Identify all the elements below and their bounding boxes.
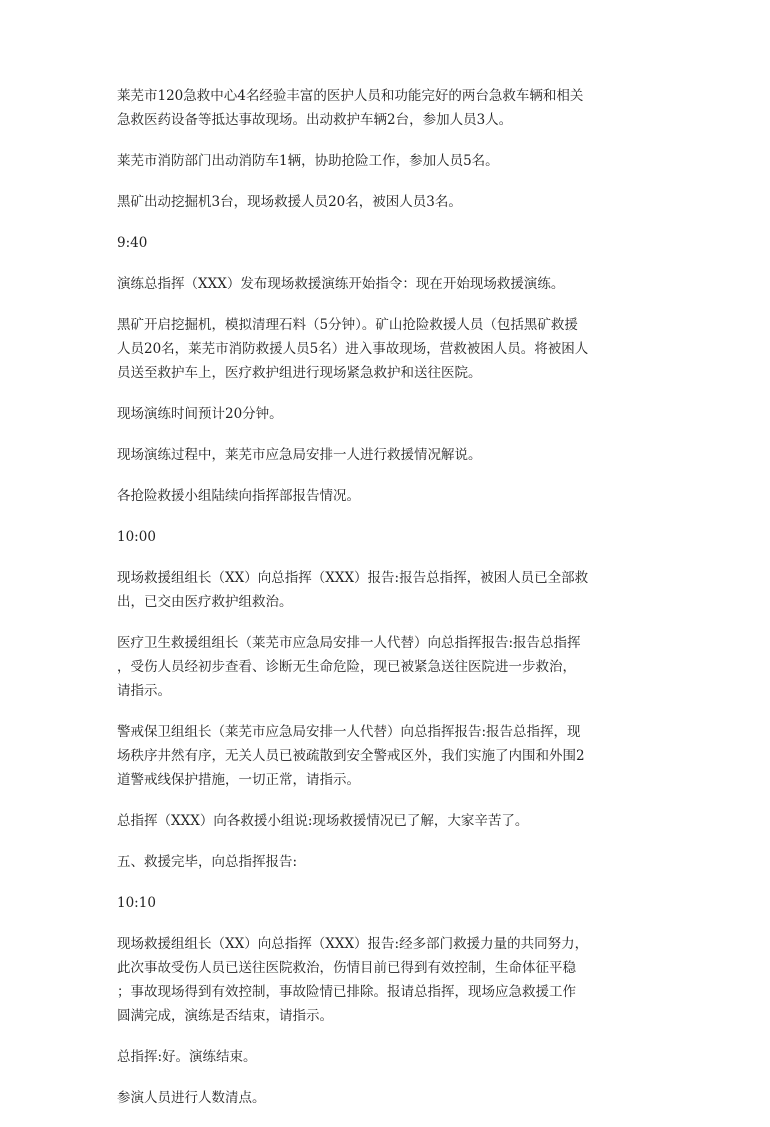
paragraph-final-report: 现场救援组组长（XX）向总指挥（XXX）报告:经多部门救援力量的共同努力， 此次事故受伤人员已送往医院救治，伤情目前已得到有效控制，生命体征平稳 ；事故现场得到有效控制，事故险情已排除。报请总指挥，现场应急救援工作 圆满完成，演练是否结束，请指示。 <box>117 936 589 1024</box>
section-heading-rescue-complete: 五、救援完毕，向总指挥报告: <box>117 854 298 870</box>
paragraph-commander-response: 总指挥（XXX）向各救援小组说:现场救援情况已了解，大家辛苦了。 <box>117 813 529 829</box>
paragraph-emergency-center: 莱芜市120急救中心4名经验丰富的医护人员和功能完好的两台急救车辆和相关 急救医药设备等抵达事故现场。出动救护车辆2台，参加人员3人。 <box>117 88 584 128</box>
paragraph-drill-duration: 现场演练时间预计20分钟。 <box>117 406 283 422</box>
time-stamp-0940: 9:40 <box>117 235 148 251</box>
paragraph-security-team-report: 警戒保卫组组长（莱芜市应急局安排一人代替）向总指挥报告:报告总指挥，现 场秩序井然有序，无关人员已被疏散到安全警戒区外，我们实施了内围和外围2 道警戒线保护措施，一切正常，请指示。 <box>117 724 585 788</box>
paragraph-rescue-team-report: 现场救援组组长（XX）向总指挥（XXX）报告:报告总指挥，被困人员已全部救 出，已交由医疗救护组救治。 <box>117 570 589 610</box>
paragraph-medical-team-report: 医疗卫生救援组组长（莱芜市应急局安排一人代替）向总指挥报告:报告总指挥 ，受伤人员经初步查看、诊断无生命危险，现已被紧急送往医院进一步救治， 请指示。 <box>117 635 581 699</box>
time-stamp-1000: 10:00 <box>117 529 156 545</box>
paragraph-drill-start: 演练总指挥（XXX）发布现场救援演练开始指令：现在开始现场救援演练。 <box>117 276 565 292</box>
paragraph-mine-resources: 黑矿出动挖掘机3台，现场救援人员20名，被困人员3名。 <box>117 194 462 210</box>
paragraph-group-reports: 各抢险救援小组陆续向指挥部报告情况。 <box>117 488 360 504</box>
paragraph-headcount: 参演人员进行人数清点。 <box>117 1090 266 1106</box>
paragraph-rescue-operation: 黑矿开启挖掘机，模拟清理石料（5分钟）。矿山抢险救援人员（包括黑矿救援 人员20名，莱芜市消防救援人员5名）进入事故现场，营救被困人员。将被困人 员送至救护车上，医疗救护组进行现场紧急救护和送往医院。 <box>117 317 589 381</box>
paragraph-fire-department: 莱芜市消防部门出动消防车1辆，协助抢险工作，参加人员5名。 <box>117 153 499 169</box>
paragraph-drill-end: 总指挥:好。演练结束。 <box>117 1049 257 1065</box>
time-stamp-1010: 10:10 <box>117 895 156 911</box>
paragraph-commentary: 现场演练过程中，莱芜市应急局安排一人进行救援情况解说。 <box>117 447 482 463</box>
document-body <box>117 84 657 1127</box>
